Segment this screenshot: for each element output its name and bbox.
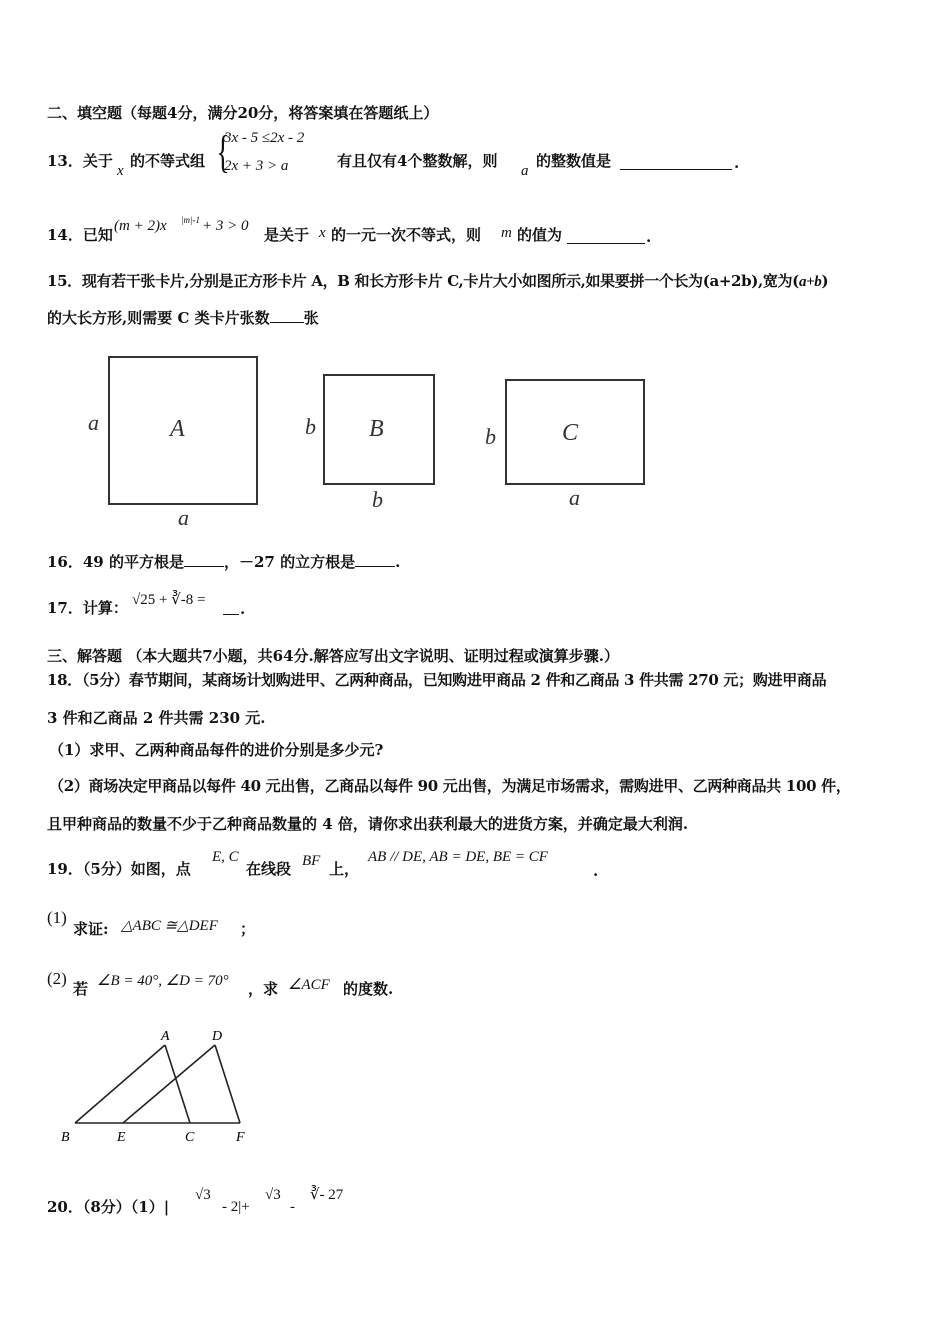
card-b-label: B — [369, 416, 384, 442]
q19-period: . — [593, 862, 599, 880]
q15-line2 — [47, 309, 319, 327]
q19-seg: BF — [302, 853, 321, 869]
card-a-side-left: a — [88, 410, 99, 435]
q15-answer-blank — [270, 321, 304, 323]
q19-part2-mid: ，求 — [248, 980, 279, 998]
card-c-side-bottom: a — [569, 485, 580, 510]
q14-expr-rest: + 3 > 0 — [202, 218, 249, 234]
q15-line2-text: 的大长方形,则需要 C 类卡片张数 — [47, 309, 270, 327]
q20-cbrt: ∛- 27 — [310, 1187, 344, 1203]
point-d-label: D — [212, 1029, 223, 1044]
q20-num: 20．（8分）（1）| — [47, 1198, 170, 1216]
q19-part1-num: (1) — [47, 908, 67, 927]
point-f-label: F — [236, 1130, 245, 1145]
card-a-side-bottom: a — [178, 505, 189, 530]
q17-period: . — [240, 600, 246, 618]
q19-part2-end: 的度数. — [343, 980, 394, 998]
q14-mid2: 的一元一次不等式，则 — [331, 226, 482, 244]
q19-cond: AB // DE, AB = DE, BE = CF — [368, 849, 548, 865]
q14-var-x: x — [319, 225, 326, 241]
card-b-side-left: b — [305, 414, 316, 439]
q20-minus: - — [290, 1199, 295, 1215]
q13-period: . — [734, 154, 740, 172]
q19-part1-text: 求证: — [73, 920, 109, 938]
card-c-side-left: b — [485, 424, 496, 449]
q13-ineq1: 3x - 5 ≤2x - 2 — [224, 130, 305, 146]
q19-part2-text: 若 — [73, 980, 89, 998]
q14-num: 14．已知 — [47, 226, 113, 244]
point-c-label: C — [185, 1130, 195, 1145]
q19-part1-end: ； — [240, 920, 256, 938]
q14-end: 的值为 — [517, 226, 563, 244]
q16-period: . — [395, 553, 401, 571]
q16-num: 16．49 的平方根是 — [47, 553, 184, 571]
q18-line2: 3 件和乙商品 2 件共需 230 元. — [47, 709, 266, 727]
q14-period: . — [646, 228, 652, 246]
q19-pts: E, C — [212, 849, 239, 865]
section2-heading: 二、填空题（每题4分，满分20分，将答案填在答题纸上） — [47, 104, 439, 122]
card-c-label: C — [562, 420, 579, 446]
q15-line1-math: a+b — [798, 274, 822, 290]
q13-var-a: a — [521, 163, 529, 179]
card-b-side-bottom: b — [372, 487, 383, 512]
q19-part2-num: (2) — [47, 969, 67, 988]
q14-expr-base: (m + 2)x — [114, 218, 167, 234]
q17-num: 17．计算： — [47, 599, 128, 617]
q19-mid2: 上， — [329, 860, 360, 878]
q13-var-x: x — [117, 163, 124, 179]
q16-blank-1 — [184, 565, 224, 567]
q13-end: 的整数值是 — [536, 152, 612, 170]
q15-line1-text: 15．现有若干张卡片,分别是正方形卡片 A，B 和长方形卡片 C,卡片大小如图所示,如果要拼一个长为(a+2b),宽为( — [47, 272, 799, 290]
segment-df — [215, 1045, 240, 1123]
q14-var-m: m — [501, 225, 512, 241]
q13-num: 13．关于 — [47, 152, 113, 170]
q20-mid: - 2|+ — [222, 1199, 250, 1215]
q13-mid: 的不等式组 — [130, 152, 206, 170]
q19-part2-angle: ∠ACF — [288, 977, 330, 993]
q15-line1 — [47, 272, 828, 291]
q14-answer-blank — [567, 242, 645, 244]
q19-mid: 在线段 — [246, 860, 292, 878]
card-a-label: A — [170, 416, 185, 442]
q13-brace: { — [216, 126, 230, 177]
q14-expr-exp: |m|-1 — [181, 215, 200, 225]
q18-part1: （1）求甲、乙两种商品每件的进价分别是多少元? — [49, 741, 384, 759]
q17-answer-blank — [223, 613, 239, 615]
q16-mid: ，－27 的立方根是 — [223, 553, 356, 571]
q13-answer-blank — [620, 168, 732, 170]
point-e-label: E — [117, 1130, 126, 1145]
q13-ineq2: 2x + 3 > a — [224, 158, 289, 174]
q17-expr: √25 + ∛-8 = — [132, 592, 206, 608]
point-b-label: B — [61, 1130, 70, 1145]
triangle-figure — [55, 1025, 265, 1150]
q14-mid: 是关于 — [264, 226, 310, 244]
q18-part2a: （2）商场决定甲商品以每件 40 元出售，乙商品以每件 90 元出售，为满足市场需求，需购进甲、乙两种商品共 100 件， — [49, 777, 851, 795]
q16-blank-2 — [355, 565, 395, 567]
q18-line1: 18．（5分）春节期间，某商场计划购进甲、乙两种商品，已知购进甲商品 2 件和乙商品 3 件共需 270 元；购进甲商品 — [47, 671, 827, 689]
q19-part1-math: △ABC ≅△DEF — [121, 918, 218, 934]
section3-heading: 三、解答题 （本大题共7小题，共64分.解答应写出文字说明、证明过程或演算步骤.） — [47, 647, 619, 665]
q20-sqrt3: √3 — [195, 1187, 211, 1203]
q15-line1-close: ) — [821, 272, 829, 290]
segment-ab — [75, 1045, 165, 1123]
q13-after: 有且仅有4个整数解，则 — [337, 152, 498, 170]
q15-line2-end: 张 — [303, 309, 319, 327]
q19-num: 19．（5分）如图，点 — [47, 860, 191, 878]
q18-part2b: 且甲种商品的数量不少于乙种商品数量的 4 倍，请你求出获利最大的进货方案，并确定最大利润. — [47, 815, 689, 833]
question-16 — [47, 553, 400, 571]
q20-sqrt3-b: √3 — [265, 1187, 281, 1203]
point-a-label: A — [161, 1029, 170, 1044]
q19-part2-math: ∠B = 40°, ∠D = 70° — [97, 973, 229, 989]
